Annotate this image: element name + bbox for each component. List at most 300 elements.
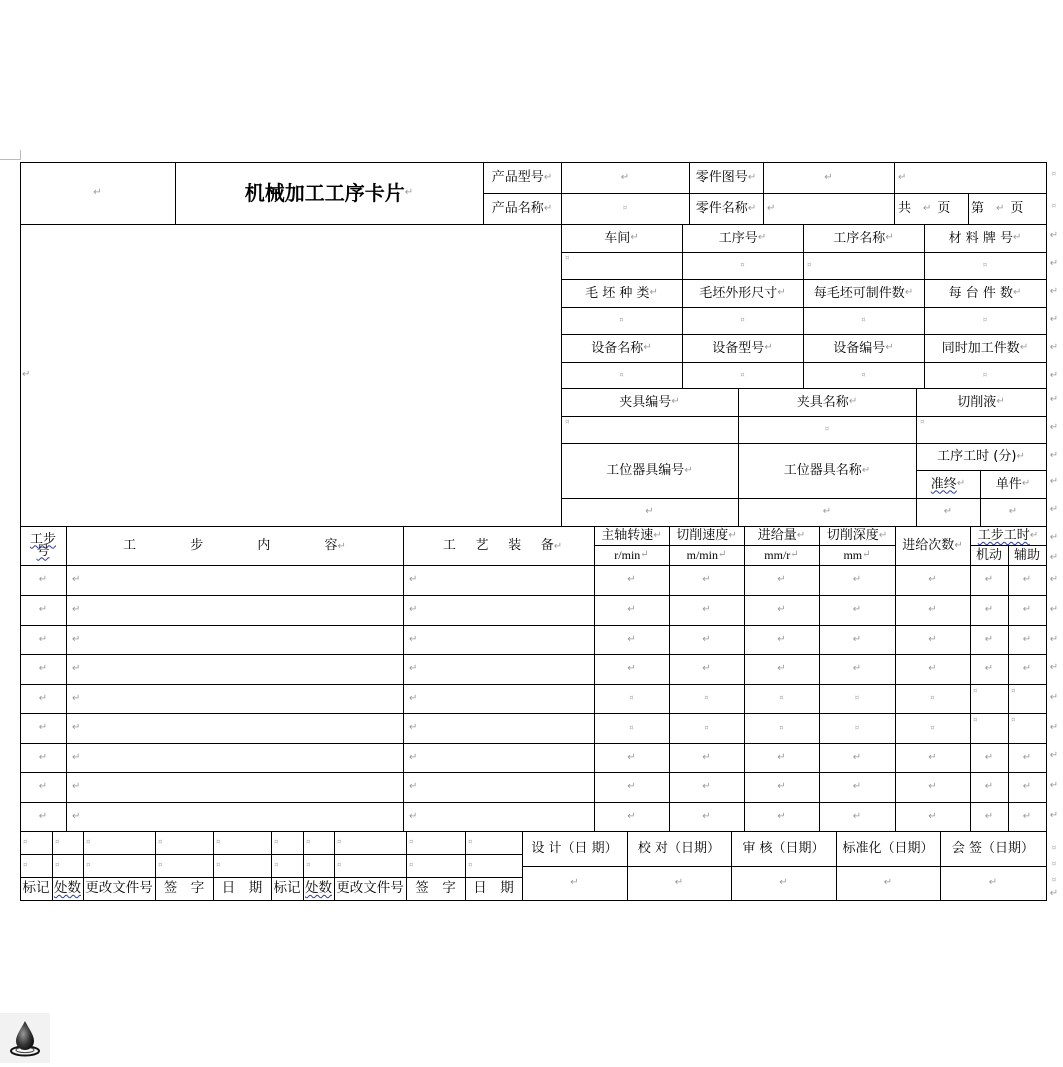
step-no-cell[interactable] — [20, 713, 66, 743]
label-text: 日 期 — [221, 879, 263, 896]
review-date-field[interactable] — [731, 866, 836, 900]
paragraph-mark: ↵ — [38, 604, 48, 615]
paragraph-mark: ↵ — [852, 781, 862, 792]
cell-end-mark: ¤ — [930, 723, 935, 732]
step-content-cell[interactable] — [66, 654, 403, 684]
label-text: 切削速度 — [676, 528, 729, 543]
station-tool-name-label — [738, 443, 916, 498]
cut-depth-cell[interactable] — [819, 654, 895, 684]
step-time-header — [970, 526, 1046, 545]
station-tool-no-field[interactable] — [561, 498, 738, 526]
label-text: 签 字 — [415, 879, 456, 896]
paragraph-mark: ↵ — [1049, 692, 1059, 703]
paragraph-mark: ↵ — [928, 633, 937, 645]
revision-date-field[interactable] — [213, 854, 271, 877]
revision-mark-field[interactable] — [271, 831, 303, 854]
cutting-speed-cell[interactable] — [669, 684, 744, 713]
cutting-speed-cell[interactable] — [669, 772, 744, 802]
cell-end-mark: ¤ — [629, 694, 634, 702]
revision-count-field[interactable] — [52, 831, 83, 854]
label-text: 备 — [540, 538, 554, 553]
feed-passes-cell[interactable] — [895, 565, 970, 595]
spindle-speed-unit — [594, 545, 669, 565]
unit-time-field[interactable] — [980, 498, 1046, 526]
paragraph-mark: ↵ — [767, 202, 776, 214]
product-model-label — [483, 162, 561, 193]
paragraph-mark: ↵ — [404, 187, 414, 198]
revision-mark-field[interactable] — [271, 854, 303, 877]
part-name-field[interactable] — [763, 193, 894, 224]
cutting-speed-cell[interactable] — [669, 565, 744, 595]
product-name-field[interactable] — [561, 193, 689, 224]
paragraph-mark: ↵ — [777, 604, 786, 615]
label-text: 准终 — [930, 476, 957, 492]
step-no-cell[interactable] — [20, 802, 66, 831]
cut-depth-cell[interactable] — [819, 802, 895, 831]
paragraph-mark: ↵ — [822, 506, 832, 517]
spindle-speed-cell[interactable] — [594, 654, 669, 684]
paragraph-mark: ↵ — [72, 663, 81, 674]
step-content-cell[interactable] — [66, 713, 403, 743]
label-text: 工序名称 — [833, 230, 886, 246]
paragraph-mark: ↵ — [702, 574, 711, 585]
feed-passes-cell[interactable] — [895, 743, 970, 772]
revision-count-label — [303, 877, 334, 900]
paragraph-mark: ↵ — [1022, 663, 1032, 674]
feed-rate-cell[interactable] — [744, 565, 819, 595]
paragraph-mark: ↵ — [996, 396, 1005, 407]
equipment-cell[interactable] — [403, 565, 594, 595]
parts-per-blank-field[interactable] — [803, 307, 924, 334]
cell-end-mark: ¤ — [982, 316, 988, 324]
paragraph-mark: ↵ — [38, 781, 48, 792]
equipment-name-field[interactable] — [561, 362, 682, 388]
blank-type-field[interactable] — [561, 307, 682, 334]
equipment-cell[interactable] — [403, 595, 594, 625]
paragraph-mark: ↵ — [1049, 780, 1059, 791]
equipment-cell[interactable] — [403, 743, 594, 772]
label-text: 更改文件号 — [85, 879, 153, 896]
workshop-label — [561, 224, 682, 252]
cell-end-mark: ¤ — [409, 838, 414, 846]
revision-signature-label — [406, 877, 465, 900]
paragraph-mark: ↵ — [904, 287, 914, 298]
feed-passes-cell[interactable] — [895, 595, 970, 625]
step-content-cell[interactable] — [66, 625, 403, 654]
step-no-cell[interactable] — [20, 743, 66, 772]
revision-change-doc-no-field[interactable] — [83, 854, 155, 877]
aux-time-cell[interactable] — [1008, 772, 1046, 802]
cut-depth-cell[interactable] — [819, 595, 895, 625]
material-grade-field[interactable] — [924, 252, 1046, 279]
cell-end-mark: ¤ — [982, 261, 988, 269]
aux-time-cell[interactable] — [1008, 713, 1046, 743]
cell-end-mark: ¤ — [824, 425, 830, 433]
paragraph-mark: ↵ — [409, 781, 418, 792]
machine-time-cell[interactable] — [970, 625, 1008, 654]
paragraph-mark: ↵ — [702, 810, 711, 822]
revision-change-doc-no-field[interactable] — [334, 831, 406, 854]
paragraph-mark: ↵ — [790, 549, 799, 560]
water-drop-icon[interactable] — [0, 1013, 50, 1063]
step-content-cell[interactable] — [66, 565, 403, 595]
label-text: 工步工时 — [977, 528, 1030, 543]
fixture-no-field[interactable] — [561, 416, 738, 443]
paragraph-mark: ↵ — [984, 810, 994, 822]
label-text: 主轴转速 — [601, 528, 654, 543]
part-drawing-no-label — [689, 162, 763, 193]
paragraph-mark: ↵ — [954, 539, 963, 551]
page-no-field[interactable] — [968, 193, 1046, 224]
equipment-model-field[interactable] — [682, 362, 803, 388]
cell-end-mark: ¤ — [740, 370, 745, 379]
equipment-header — [403, 526, 594, 565]
revision-mark-field[interactable] — [20, 831, 52, 854]
cell-end-mark: ¤ — [468, 861, 473, 869]
revision-date-field[interactable] — [213, 831, 271, 854]
station-tool-no-label — [561, 443, 738, 498]
paragraph-mark: ↵ — [717, 549, 727, 560]
revision-date-field[interactable] — [465, 831, 522, 854]
cell-end-mark: ¤ — [704, 723, 709, 732]
cell-end-mark: ¤ — [704, 694, 709, 702]
machine-time-cell[interactable] — [970, 772, 1008, 802]
revision-signature-field[interactable] — [406, 831, 465, 854]
paragraph-mark: ↵ — [777, 633, 786, 645]
cell-end-mark: ¤ — [23, 838, 28, 846]
machine-time-cell[interactable] — [970, 684, 1008, 713]
paragraph-mark: ↵ — [923, 202, 932, 214]
aux-time-cell[interactable] — [1008, 565, 1046, 595]
feed-rate-cell[interactable] — [744, 595, 819, 625]
aux-time-cell[interactable] — [1008, 625, 1046, 654]
paragraph-mark: ↵ — [898, 171, 907, 183]
countersign-date-label — [940, 831, 1046, 866]
blank-type-label — [561, 279, 682, 307]
station-tool-name-field[interactable] — [738, 498, 916, 526]
operation-time-label — [916, 443, 1046, 470]
page-corner-mark — [0, 159, 21, 160]
machine-time-cell[interactable] — [970, 595, 1008, 625]
label-text: 容 — [324, 538, 338, 553]
label-text: 标记 — [273, 879, 301, 896]
coolant-field[interactable] — [916, 416, 1046, 443]
cut-depth-cell[interactable] — [819, 625, 895, 654]
step-no-cell[interactable] — [20, 684, 66, 713]
header-blank-field[interactable] — [894, 162, 1046, 193]
unit-time-label — [980, 470, 1046, 498]
paragraph-mark: ↵ — [627, 574, 636, 585]
paragraph-mark: ↵ — [824, 171, 833, 183]
label-text: 日 期 — [473, 879, 514, 896]
setup-time-field[interactable] — [916, 498, 980, 526]
unit-text: m/min — [686, 548, 718, 562]
cell-end-mark: ¤ — [337, 838, 342, 846]
revision-signature-field[interactable] — [406, 854, 465, 877]
paragraph-mark: ↵ — [777, 781, 786, 792]
paragraph-mark: ↵ — [1049, 810, 1059, 821]
paragraph-mark: ↵ — [645, 506, 654, 517]
cut-depth-cell[interactable] — [819, 743, 895, 772]
aux-time-cell[interactable] — [1008, 743, 1046, 772]
label-text: 同时加工件数 — [941, 340, 1020, 356]
spindle-speed-cell[interactable] — [594, 802, 669, 831]
spindle-speed-header — [594, 526, 669, 545]
label-text: 标记 — [22, 879, 50, 896]
spindle-speed-cell[interactable] — [594, 713, 669, 743]
label-text: 工位器具编号 — [606, 463, 685, 478]
cutting-speed-cell[interactable] — [669, 713, 744, 743]
revision-count-field[interactable] — [52, 854, 83, 877]
feed-passes-cell[interactable] — [895, 625, 970, 654]
equipment-no-field[interactable] — [803, 362, 924, 388]
feed-passes-cell[interactable] — [895, 802, 970, 831]
label-text: 夹具编号 — [619, 394, 672, 410]
label-text: 进给量 — [757, 528, 797, 543]
cut-depth-cell[interactable] — [819, 565, 895, 595]
label-text: 工序工时 (分) — [937, 449, 1017, 464]
cutting-speed-cell[interactable] — [669, 625, 744, 654]
machine-time-cell[interactable] — [970, 713, 1008, 743]
design-date-field[interactable] — [522, 866, 627, 900]
label-text: 产品型号 — [491, 170, 544, 185]
cut-depth-cell[interactable] — [819, 772, 895, 802]
equipment-cell[interactable] — [403, 625, 594, 654]
spindle-speed-cell[interactable] — [594, 565, 669, 595]
label-text: 进给次数 — [902, 538, 955, 553]
step-no-cell[interactable] — [20, 565, 66, 595]
paragraph-mark: ↵ — [1049, 634, 1059, 645]
paragraph-mark: ↵ — [72, 810, 81, 822]
workshop-field[interactable] — [561, 252, 682, 279]
revision-change-doc-no-field[interactable] — [83, 831, 155, 854]
paragraph-mark: ↵ — [337, 541, 346, 552]
paragraph-mark: ↵ — [777, 751, 786, 763]
part-drawing-no-field[interactable] — [763, 162, 894, 193]
total-pages-field[interactable] — [894, 193, 968, 224]
revision-count-field[interactable] — [303, 854, 334, 877]
paragraph-mark: ↵ — [1049, 370, 1059, 381]
revision-count-field[interactable] — [303, 831, 334, 854]
operation-name-field[interactable] — [803, 252, 924, 279]
spindle-speed-cell[interactable] — [594, 772, 669, 802]
label-text: 页 — [1010, 201, 1024, 216]
paragraph-mark: ↵ — [728, 529, 737, 541]
process-sketch-area[interactable] — [20, 224, 561, 526]
cell-end-mark: ¤ — [861, 316, 866, 324]
cutting-speed-cell[interactable] — [669, 743, 744, 772]
standardization-date-field[interactable] — [836, 866, 940, 900]
revision-date-field[interactable] — [465, 854, 522, 877]
paragraph-mark: ↵ — [22, 369, 31, 380]
label-text: 单件 — [995, 476, 1022, 492]
step-no-cell[interactable] — [20, 595, 66, 625]
paragraph-mark: ↵ — [627, 663, 636, 674]
operation-no-field[interactable] — [682, 252, 803, 279]
review-date-label — [731, 831, 836, 866]
step-no-cell[interactable] — [20, 654, 66, 684]
cell-end-mark: ¤ — [565, 418, 570, 426]
paragraph-mark: ↵ — [72, 633, 81, 645]
cell-end-mark: ¤ — [468, 838, 473, 846]
feed-rate-cell[interactable] — [744, 743, 819, 772]
paragraph-mark: ↵ — [852, 633, 862, 645]
cell-end-mark: ¤ — [629, 723, 634, 732]
cell-end-mark: ¤ — [55, 838, 60, 846]
paragraph-mark: ↵ — [988, 877, 998, 888]
cell-end-mark: ¤ — [854, 694, 860, 702]
paragraph-mark: ↵ — [627, 781, 636, 792]
step-content-cell[interactable] — [66, 772, 403, 802]
cell-end-mark: ¤ — [920, 418, 925, 426]
label-text: 机动 — [975, 547, 1002, 563]
paragraph-mark: ↵ — [653, 529, 662, 541]
paragraph-mark: ↵ — [643, 342, 652, 353]
equipment-no-label — [803, 334, 924, 362]
feed-rate-cell[interactable] — [744, 684, 819, 713]
cut-depth-cell[interactable] — [819, 713, 895, 743]
paragraph-mark: ↵ — [928, 663, 937, 674]
logo-cell[interactable]: ↵ — [93, 187, 102, 198]
equipment-cell[interactable] — [403, 772, 594, 802]
paragraph-mark: ↵ — [543, 202, 553, 214]
paragraph-mark: ↵ — [702, 604, 711, 615]
equipment-cell[interactable] — [403, 713, 594, 743]
paragraph-mark: ↵ — [1049, 342, 1059, 353]
parts-per-unit-field[interactable] — [924, 307, 1046, 334]
step-content-cell[interactable] — [66, 684, 403, 713]
countersign-date-field[interactable] — [940, 866, 1046, 900]
cell-end-mark: ¤ — [216, 861, 221, 869]
check-date-field[interactable] — [627, 866, 731, 900]
paragraph-mark: ↵ — [543, 171, 553, 183]
equipment-cell[interactable] — [403, 654, 594, 684]
feed-passes-cell[interactable] — [895, 654, 970, 684]
feed-passes-cell[interactable] — [895, 684, 970, 713]
cell-end-mark: ¤ — [930, 694, 935, 702]
label-text: 设备名称 — [591, 340, 644, 356]
paragraph-mark: ↵ — [671, 396, 680, 407]
paragraph-mark: ↵ — [777, 287, 786, 298]
paragraph-mark: ↵ — [852, 751, 862, 763]
paragraph-mark: ↵ — [984, 633, 994, 645]
label-text: 切削深度 — [826, 528, 879, 543]
aux-time-cell[interactable] — [1008, 595, 1046, 625]
revision-signature-field[interactable] — [155, 831, 213, 854]
paragraph-mark: ↵ — [777, 663, 786, 674]
cutting-speed-cell[interactable] — [669, 802, 744, 831]
machine-time-cell[interactable] — [970, 654, 1008, 684]
label-text: 审 核（日期） — [742, 841, 825, 856]
paragraph-mark: ↵ — [702, 663, 711, 674]
feed-rate-cell[interactable] — [744, 713, 819, 743]
equipment-cell[interactable] — [403, 684, 594, 713]
cutting-speed-cell[interactable] — [669, 654, 744, 684]
paragraph-mark: ↵ — [702, 633, 711, 645]
card-title — [175, 162, 483, 224]
aux-time-cell[interactable] — [1008, 684, 1046, 713]
cell-end-mark: ¤ — [854, 723, 860, 732]
cut-depth-cell[interactable] — [819, 684, 895, 713]
feed-passes-cell[interactable] — [895, 713, 970, 743]
aux-time-cell[interactable] — [1008, 802, 1046, 831]
step-no-cell[interactable] — [20, 625, 66, 654]
aux-time-cell[interactable] — [1008, 654, 1046, 684]
paragraph-mark: ↵ — [885, 232, 894, 243]
blank-dimensions-field[interactable] — [682, 307, 803, 334]
step-content-cell[interactable] — [66, 595, 403, 625]
cell-end-mark: ¤ — [1011, 716, 1016, 724]
spindle-speed-cell[interactable] — [594, 595, 669, 625]
machine-time-cell[interactable] — [970, 565, 1008, 595]
revision-signature-field[interactable] — [155, 854, 213, 877]
revision-signature-label — [155, 877, 213, 900]
label-text: 工位器具名称 — [783, 463, 862, 478]
cell-end-mark: ¤ — [779, 723, 784, 732]
unit-text: r/min — [614, 548, 641, 562]
fixture-name-field[interactable] — [738, 416, 916, 443]
cutting-speed-cell[interactable] — [669, 595, 744, 625]
step-content-cell[interactable] — [66, 743, 403, 772]
feed-rate-cell[interactable] — [744, 772, 819, 802]
cell-end-mark: ¤ — [619, 316, 624, 324]
paragraph-mark: ↵ — [883, 877, 893, 888]
feed-passes-header — [895, 526, 970, 565]
feed-rate-cell[interactable] — [744, 625, 819, 654]
cell-end-mark: ¤ — [86, 861, 91, 869]
table-border-right — [1046, 162, 1047, 901]
cell-end-mark: ¤ — [807, 261, 812, 269]
paragraph-mark: ↵ — [1049, 450, 1059, 461]
simultaneous-parts-field[interactable] — [924, 362, 1046, 388]
paragraph-mark: ↵ — [702, 781, 711, 792]
parts-per-blank-label — [803, 279, 924, 307]
page-corner-mark — [20, 150, 21, 160]
label-text: 夹具名称 — [796, 394, 849, 410]
paragraph-mark: ↵ — [1049, 476, 1059, 487]
paragraph-mark: ↵ — [1022, 633, 1032, 645]
label-text: 步 — [190, 538, 204, 553]
cutting-speed-header — [669, 526, 744, 545]
paragraph-mark: ↵ — [1049, 314, 1059, 325]
paragraph-mark: ↵ — [1022, 574, 1032, 585]
step-no-cell[interactable] — [20, 772, 66, 802]
spindle-speed-cell[interactable] — [594, 743, 669, 772]
revision-mark-field[interactable] — [20, 854, 52, 877]
product-model-field[interactable] — [561, 162, 689, 193]
part-name-label — [689, 193, 763, 224]
spindle-speed-cell[interactable] — [594, 625, 669, 654]
step-content-header — [66, 526, 403, 565]
paragraph-mark: ↵ — [627, 751, 636, 763]
simultaneous-parts-label — [924, 334, 1046, 362]
check-date-label — [627, 831, 731, 866]
step-content-cell[interactable] — [66, 802, 403, 831]
feed-rate-cell[interactable] — [744, 802, 819, 831]
feed-rate-cell[interactable] — [744, 654, 819, 684]
revision-change-doc-no-field[interactable] — [334, 854, 406, 877]
equipment-cell[interactable] — [403, 802, 594, 831]
machine-time-cell[interactable] — [970, 743, 1008, 772]
spindle-speed-cell[interactable] — [594, 684, 669, 713]
cell-end-mark: ¤ — [274, 838, 279, 846]
feed-passes-cell[interactable] — [895, 772, 970, 802]
operation-no-label — [682, 224, 803, 252]
machine-time-cell[interactable] — [970, 802, 1008, 831]
paragraph-mark: ↵ — [984, 604, 994, 615]
label-text: 标准化（日期） — [842, 841, 934, 856]
paragraph-mark: ↵ — [640, 549, 649, 560]
